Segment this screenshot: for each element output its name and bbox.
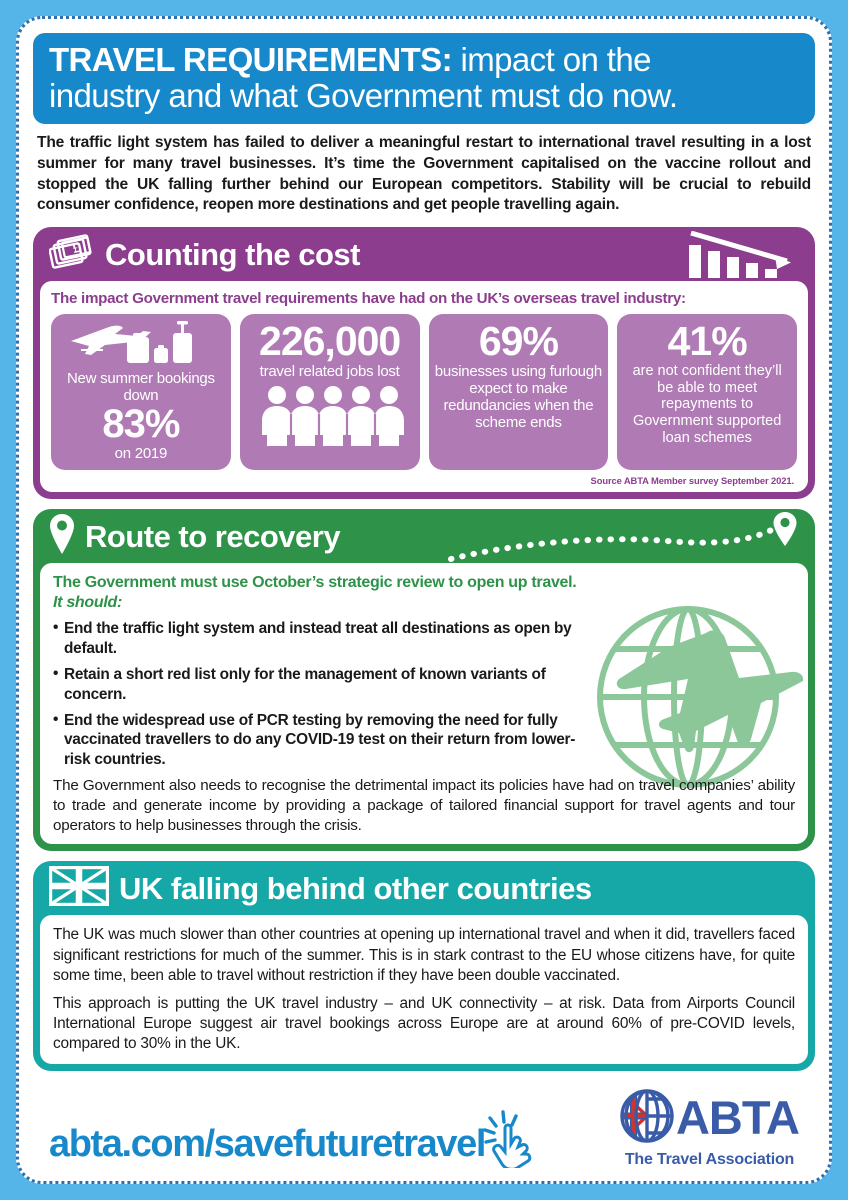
route-to-recovery-panel [40, 563, 808, 844]
campaign-url[interactable]: abta.com/savefuturetravel [49, 1122, 485, 1165]
list-item: • End the traffic light system and instead treat all destinations as open by default. [53, 619, 583, 658]
page-title-line-1 [49, 42, 799, 78]
list-item: • Retain a short red list only for the management of known variants of concern. [53, 665, 583, 704]
page-title-line-2: industry and what Government must do now. [49, 76, 678, 114]
page-title-rest: impact on the [451, 41, 651, 78]
declining-bar-chart-icon [687, 231, 799, 284]
intro-paragraph: The traffic light system has failed to deliver a meaningful restart to international travel resulting in a lost summer for many travel businesses. It’s time the Government capitalised on the vaccine rollout and stopped the UK falling further behind our European competitors. Stability will be crucial to rebuild consumer confidence, reopen more destinations and get people travelling again. [37, 134, 811, 214]
stat-card-jobs-lost [240, 314, 420, 470]
stat-value: 83% [102, 402, 180, 447]
uk-falling-behind-header [33, 861, 815, 915]
counting-the-cost-header [33, 227, 815, 281]
route-lede-italic: It should: [53, 593, 122, 611]
svg-text:£: £ [71, 241, 82, 258]
abta-logo-top [620, 1089, 799, 1148]
stat-card-summer-bookings [51, 314, 231, 470]
abta-tagline: The Travel Association [624, 1151, 795, 1168]
section-counting-the-cost [33, 227, 815, 499]
counting-the-cost-panel [40, 281, 808, 492]
page-title-strong: TRAVEL REQUIREMENTS: [49, 41, 452, 78]
stat-value: 226,000 [259, 318, 401, 365]
route-to-recovery-heading: Route to recovery [85, 519, 341, 555]
stat-pre-text: New summer bookings down [66, 370, 215, 405]
route-lede-text: The Government must use October’s strategic review to open up travel. [53, 574, 577, 592]
counting-the-cost-heading: Counting the cost [105, 237, 360, 273]
dotted-route-with-pin-icon [447, 511, 807, 568]
uk-paragraph-1: The UK was much slower than other countries at opening up international travel and when it did, travellers faced significant restrictions for much of the summer. This is in stark contrast to the EU whose citizens have, for quite some time, been able to travel without restriction if they have been double vaccinated. [53, 926, 795, 984]
uk-falling-behind-heading: UK falling behind other countries [119, 871, 592, 907]
stat-post-text: businesses using furlough expect to make redundancies when the scheme ends [434, 363, 602, 432]
abta-logo [620, 1089, 807, 1169]
five-people-icon [255, 384, 405, 451]
stat-post-text: travel related jobs lost [259, 363, 400, 380]
route-to-recovery-footer-paragraph: The Government also needs to recognise the detrimental impact its policies have had on travel companies’ ability to trade and generate income by providing a package of tailored financial support for travel agents and tour operators to help businesses through the crisis. [53, 777, 795, 834]
page-title-banner [33, 33, 815, 124]
list-item: • End the widespread use of PCR testing by removing the need for fully vaccinated travellers to do any COVID-19 test on their return from lower-risk countries. [53, 711, 583, 769]
section-uk-falling-behind [33, 861, 815, 1071]
stat-post-text: on 2019 [114, 445, 168, 463]
infographic-card [16, 16, 832, 1184]
uk-falling-behind-panel [40, 915, 808, 1064]
banknotes-icon [49, 232, 95, 277]
abta-wordmark: ABTA [675, 1091, 799, 1145]
clicking-hand-icon [479, 1106, 541, 1173]
route-to-recovery-header [33, 509, 815, 563]
route-to-recovery-bullets [53, 619, 795, 769]
campaign-url-group[interactable] [49, 1096, 547, 1163]
stat-post-text: are not confident they’ll be able to meet repayments to Government supported loan schemes [632, 363, 782, 446]
union-jack-flag-icon [49, 866, 109, 911]
plane-and-luggage-icon [65, 321, 217, 370]
counting-the-cost-lede: The impact Government travel requirements have had on the UK’s overseas travel industry: [51, 290, 686, 308]
stat-value: 69% [478, 318, 558, 365]
section-route-to-recovery [33, 509, 815, 851]
footer [33, 1083, 815, 1171]
stat-card-furlough-redundancies [429, 314, 609, 470]
map-pin-icon [49, 513, 75, 560]
abta-globe-union-jack-icon [620, 1089, 674, 1148]
source-note: Source ABTA Member survey September 2021. [590, 475, 794, 487]
stat-card-loan-repayments [617, 314, 797, 470]
uk-paragraph-2: This approach is putting the UK travel industry – and UK connectivity – at risk. Data from Airports Council International Europe suggest air travel bookings across Europe are at around 60% of pre-COVID levels, compared to 30% in the UK. [53, 994, 795, 1053]
stats-row [51, 314, 797, 470]
stat-value: 41% [667, 318, 747, 365]
